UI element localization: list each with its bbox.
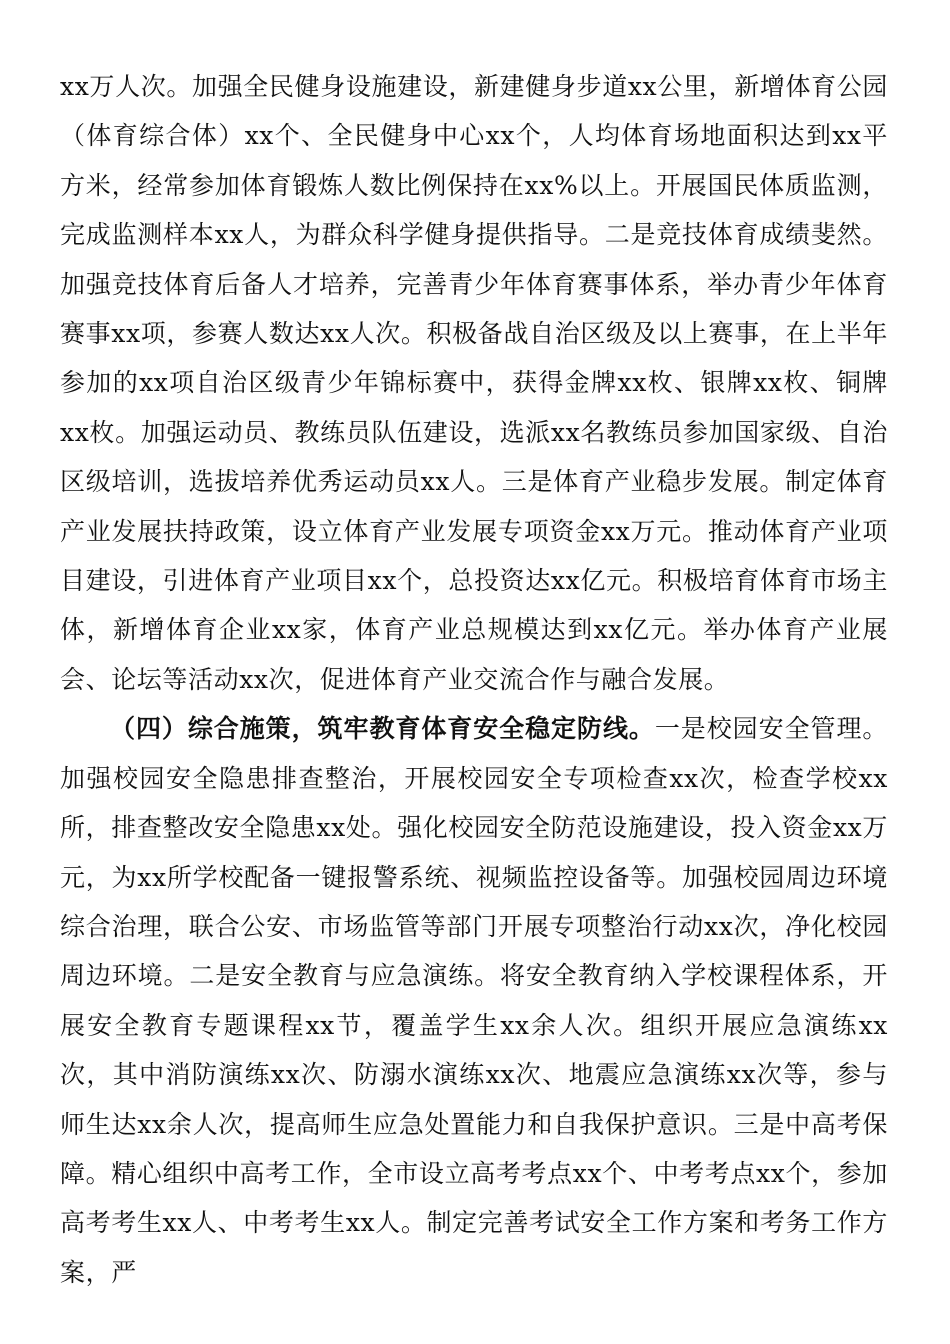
paragraph-sports-development (60, 62, 888, 704)
document-body (60, 62, 888, 1297)
paragraph-text: xx万人次。加强全民健身设施建设，新建健身步道xx公里，新增体育公园（体育综合体）xx个、全民健身中心xx个，人均体育场地面积达到xx平方米，经常参加体育锻炼人数比例保持在xx%以上。开展国民体质监测，完成监测样本xx人，为群众科学健身提供指导。二是竞技体育成绩斐然。加强竞技体育后备人才培养，完善青少年体育赛事体系，举办青少年体育赛事xx项，参赛人数达xx人次。积极备战自治区级及以上赛事，在上半年参加的xx项自治区级青少年锦标赛中，获得金牌xx枚、银牌xx枚、铜牌xx枚。加强运动员、教练员队伍建设，选派xx名教练员参加国家级、自治区级培训，选拔培养优秀运动员xx人。三是体育产业稳步发展。制定体育产业发展扶持政策，设立体育产业发展专项资金xx万元。推动体育产业项目建设，引进体育产业项目xx个，总投资达xx亿元。积极培育体育市场主体，新增体育企业xx家，体育产业总规模达到xx亿元。举办体育产业展会、论坛等活动xx次，促进体育产业交流合作与融合发展。 (60, 72, 888, 694)
paragraph-campus-safety (60, 704, 888, 1297)
paragraph-text: 一是校园安全管理。加强校园安全隐患排查整治，开展校园安全专项检查xx次，检查学校xx所，排查整改安全隐患xx处。强化校园安全防范设施建设，投入资金xx万元，为xx所学校配备一键报警系统、视频监控设备等。加强校园周边环境综合治理，联合公安、市场监管等部门开展专项整治行动xx次，净化校园周边环境。二是安全教育与应急演练。将安全教育纳入学校课程体系，开展安全教育专题课程xx节，覆盖学生xx余人次。组织开展应急演练xx次，其中消防演练xx次、防溺水演练xx次、地震应急演练xx次等，参与师生达xx余人次，提高师生应急处置能力和自我保护意识。三是中高考保障。精心组织中高考工作，全市设立高考考点xx个、中考考点xx个，参加高考考生xx人、中考考生xx人。制定完善考试安全工作方案和考务工作方案，严 (60, 714, 888, 1287)
section-heading: （四）综合施策，筑牢教育体育安全稳定防线。 (110, 714, 655, 744)
